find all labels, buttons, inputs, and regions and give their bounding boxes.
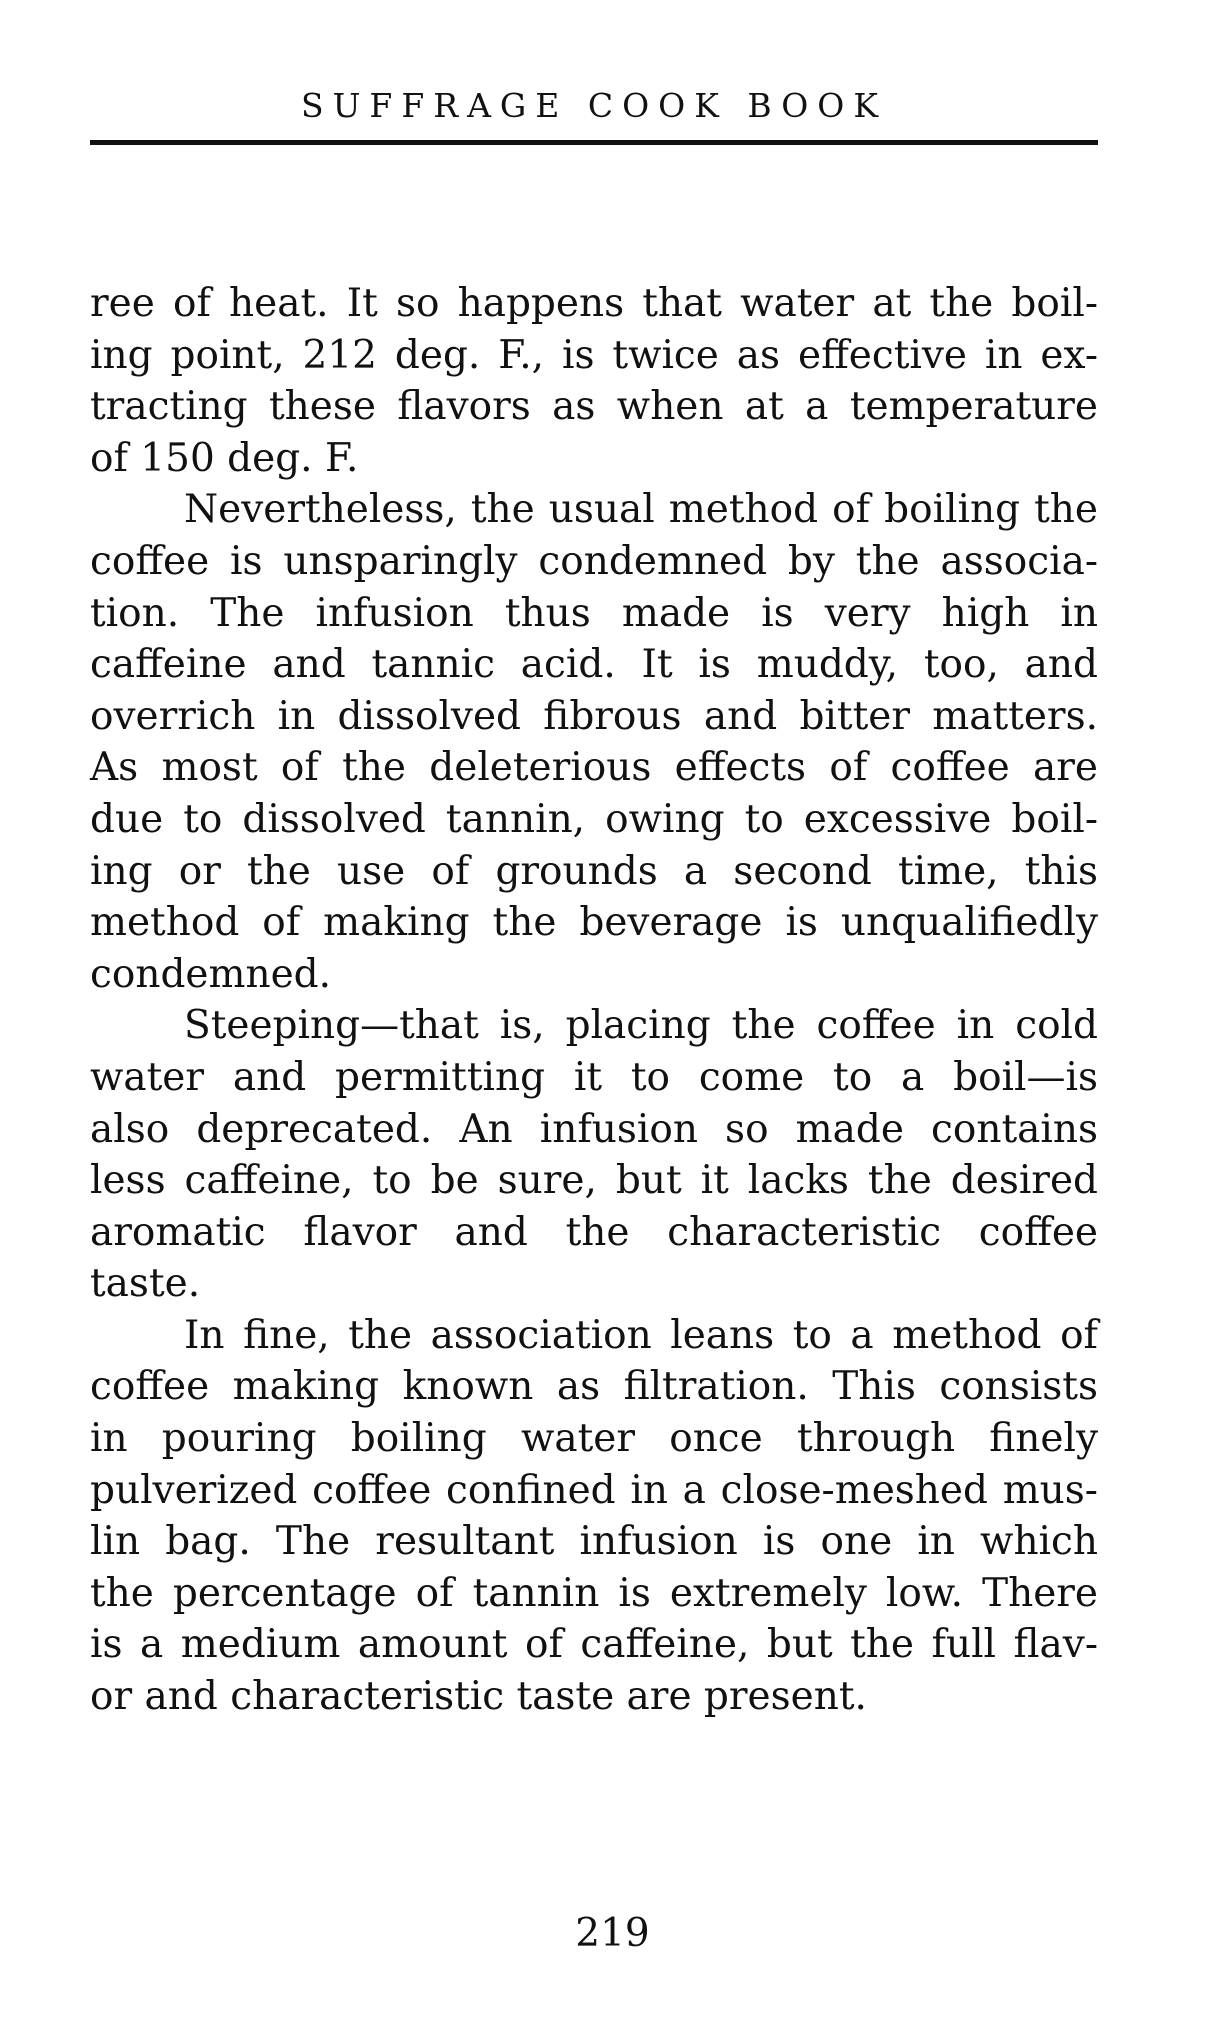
text-line: tracting these flavors as when at a temperature — [90, 384, 1098, 430]
text-line: condemned. — [90, 951, 332, 997]
text-line: taste. — [90, 1261, 201, 1307]
text-line: tion. The infusion thus made is very high in — [90, 590, 1098, 636]
text-line: As most of the deleterious effects of coffee are — [90, 745, 1098, 791]
text-line: caffeine and tannic acid. It is muddy, too, and — [90, 642, 1098, 688]
text-line: Nevertheless, the usual method of boiling the — [184, 487, 1098, 533]
text-line: ing point, 212 deg. F., is twice as effective in ex- — [90, 332, 1098, 378]
text-line: Steeping—that is, placing the coffee in cold — [184, 1003, 1098, 1049]
text-line: of 150 deg. F. — [90, 435, 359, 481]
text-line: less caffeine, to be sure, but it lacks the desired — [90, 1158, 1098, 1204]
text-line: lin bag. The resultant infusion is one in which — [90, 1519, 1098, 1565]
text-line: coffee making known as filtration. This consists — [90, 1364, 1098, 1410]
text-line: aromatic flavor and the characteristic coffee — [90, 1209, 1098, 1255]
paragraph-2 — [90, 484, 1098, 1000]
page-number: 219 — [575, 1911, 650, 1956]
text-line: the percentage of tannin is extremely low. There — [90, 1570, 1098, 1616]
text-line: In fine, the association leans to a method of — [184, 1312, 1098, 1358]
text-line: water and permitting it to come to a boil—is — [90, 1054, 1098, 1100]
text-line: ing or the use of grounds a second time, this — [90, 848, 1098, 894]
paragraph-4 — [90, 1310, 1098, 1723]
text-line: coffee is unsparingly condemned by the associa- — [90, 538, 1098, 584]
text-line: or and characteristic taste are present. — [90, 1674, 867, 1720]
text-line: is a medium amount of caffeine, but the full flav- — [90, 1622, 1098, 1668]
text-line: also deprecated. An infusion so made contains — [90, 1106, 1098, 1152]
text-line: method of making the beverage is unqualifiedly — [90, 900, 1098, 946]
text-line: overrich in dissolved fibrous and bitter matters. — [90, 693, 1098, 739]
text-line: ree of heat. It so happens that water at the boil- — [90, 281, 1098, 326]
header-rule — [90, 140, 1098, 145]
body-text — [90, 278, 1098, 1723]
text-line: pulverized coffee confined in a close-meshed mus- — [90, 1467, 1098, 1513]
paragraph-1 — [90, 278, 1098, 484]
text-line: due to dissolved tannin, owing to excessive boil- — [90, 796, 1098, 842]
paragraph-3 — [90, 1000, 1098, 1310]
text-line: in pouring boiling water once through finely — [90, 1416, 1098, 1462]
running-header: SUFFRAGE COOK BOOK — [301, 86, 887, 125]
